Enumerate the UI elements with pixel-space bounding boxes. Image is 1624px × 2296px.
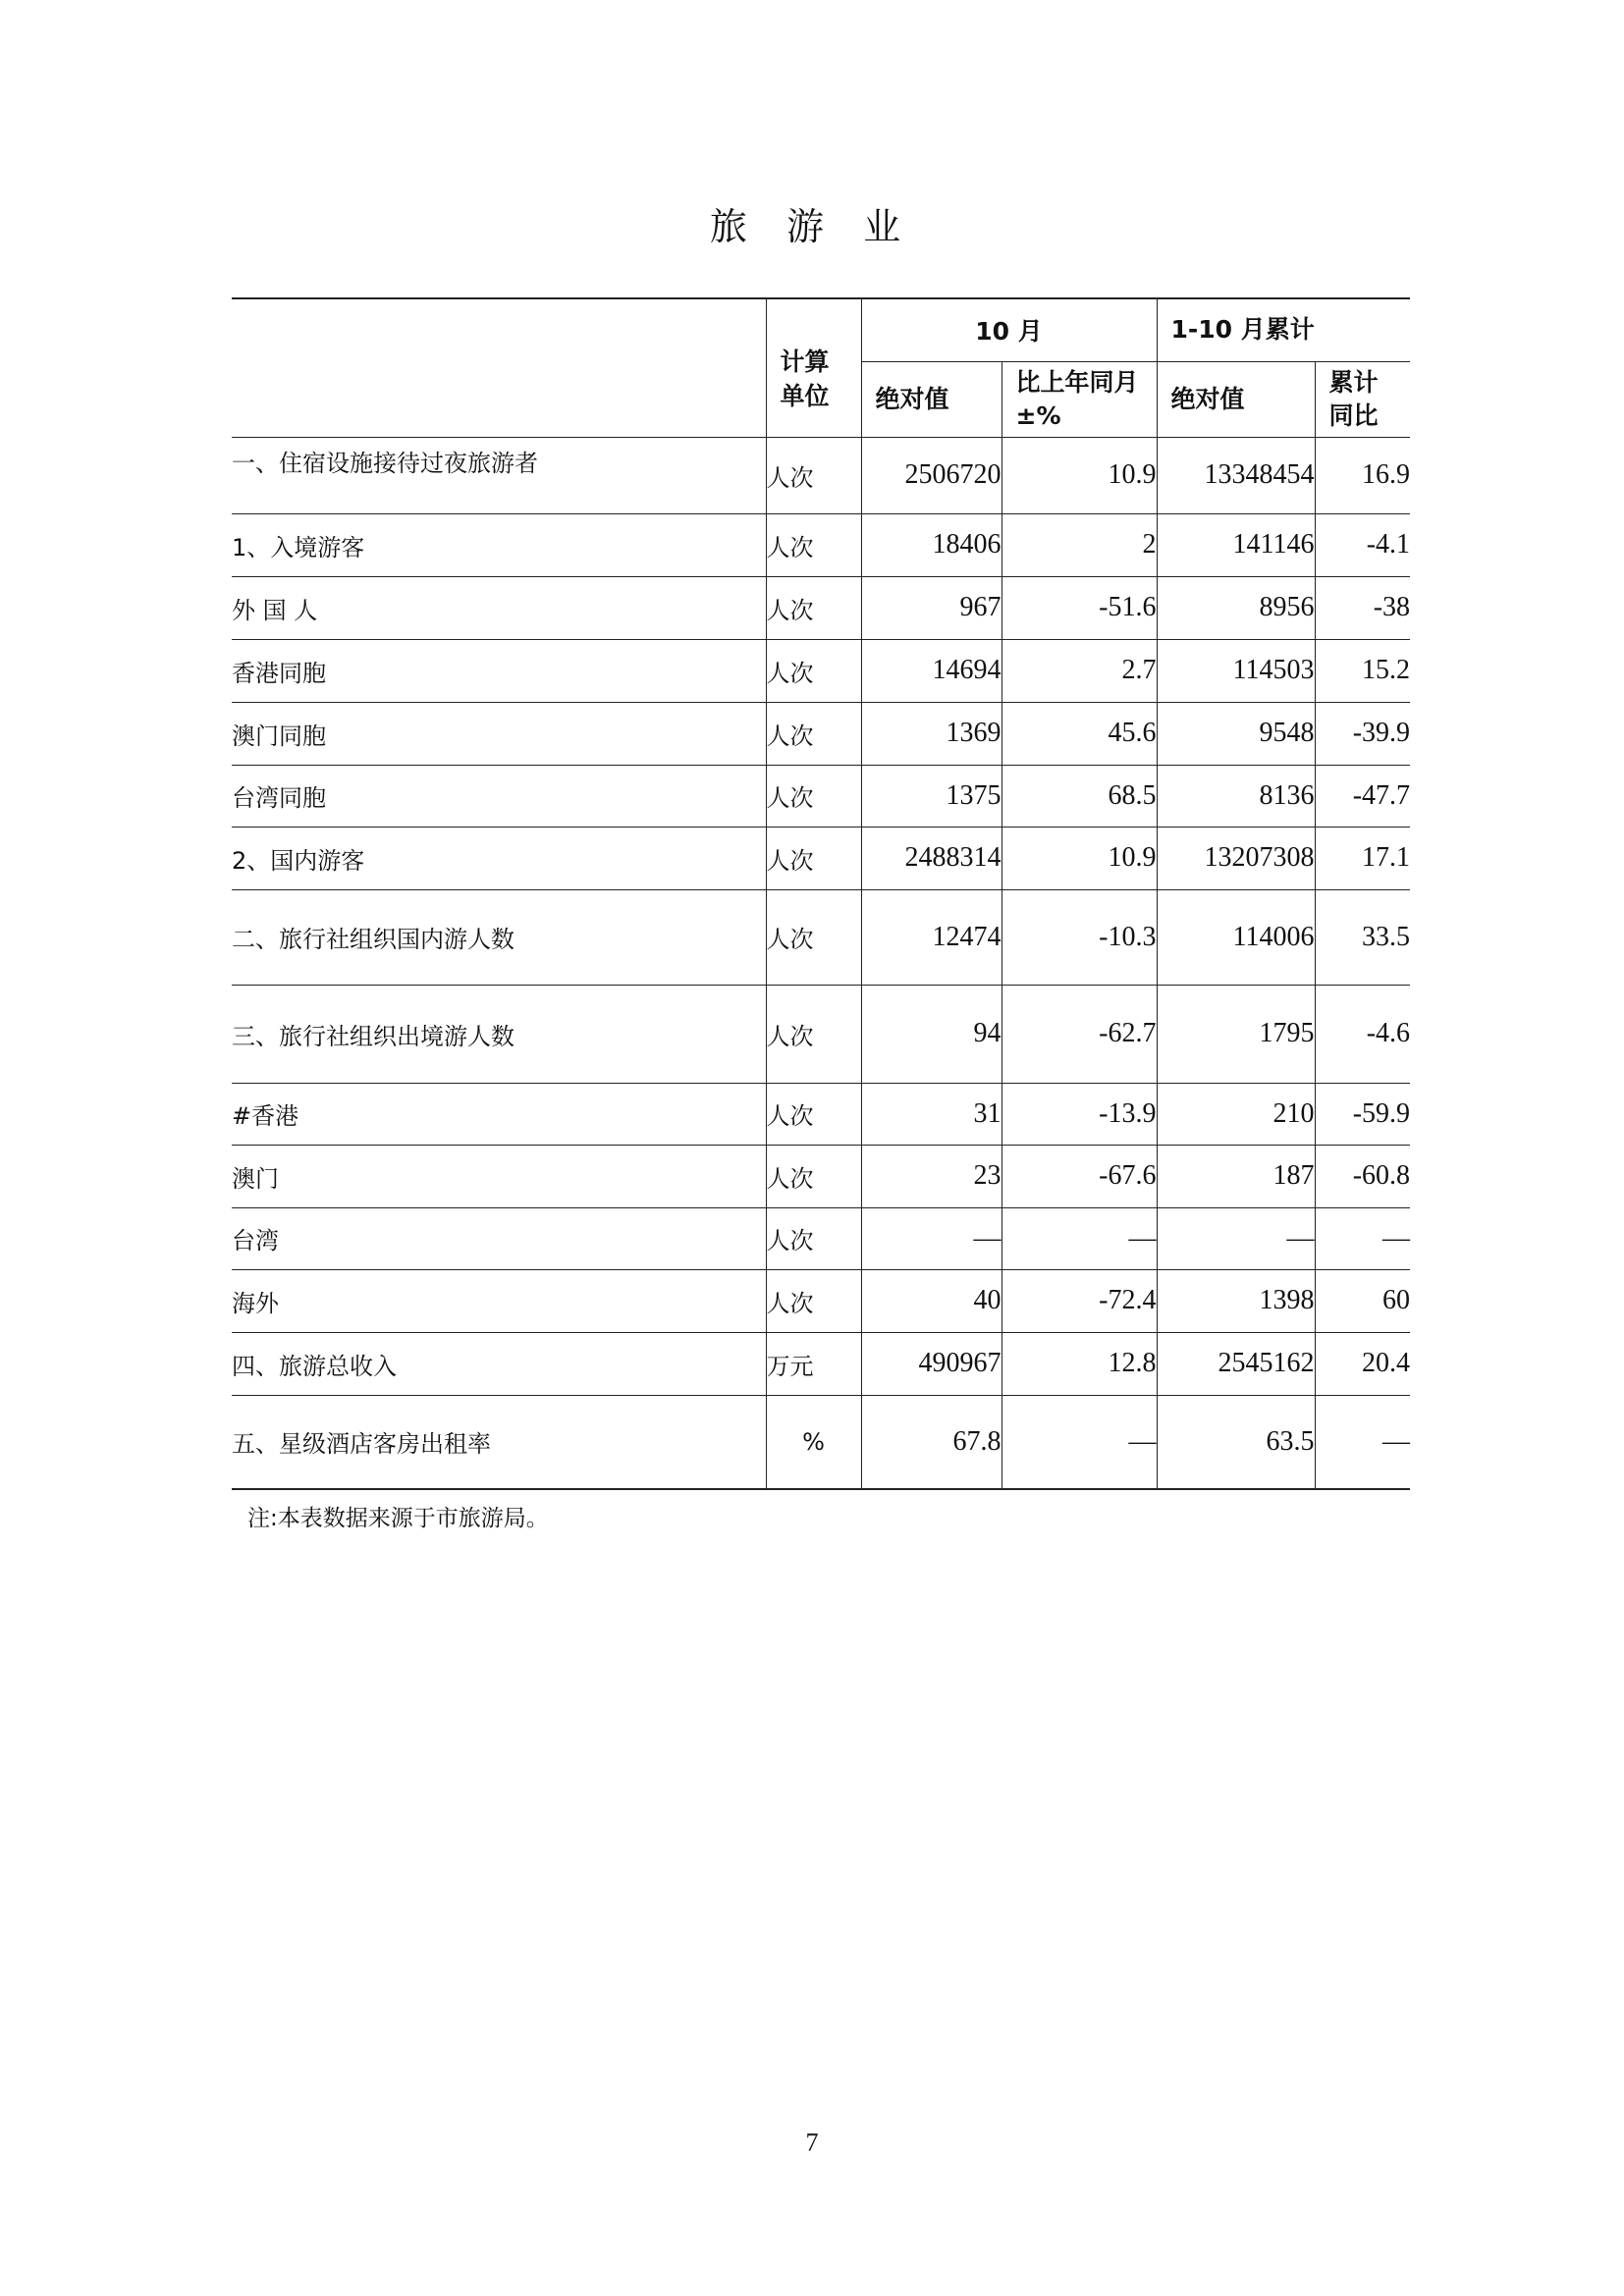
row-oct-yoy: -67.6 (1001, 1145, 1157, 1207)
header-oct-yoy: 比上年同月 ±% (1001, 361, 1157, 437)
row-cum-absolute: 9548 (1157, 702, 1315, 765)
row-cum-yoy: -60.8 (1315, 1145, 1410, 1207)
row-cum-yoy: -4.1 (1315, 513, 1410, 576)
table-row (232, 639, 1410, 702)
row-unit: 人次 (766, 513, 861, 576)
row-cum-absolute: 1398 (1157, 1269, 1315, 1332)
table-row (232, 1269, 1410, 1332)
header-cum-yoy: 累计 同比 (1315, 361, 1410, 437)
row-unit: 人次 (766, 1083, 861, 1145)
row-label: 海外 (232, 1269, 766, 1332)
table-row (232, 985, 1410, 1083)
row-cum-yoy: 20.4 (1315, 1332, 1410, 1395)
row-cum-absolute: 63.5 (1157, 1395, 1315, 1489)
row-cum-absolute: 187 (1157, 1145, 1315, 1207)
row-cum-absolute: 13207308 (1157, 827, 1315, 889)
row-label: 一、住宿设施接待过夜旅游者 (232, 437, 766, 513)
row-unit: 人次 (766, 1207, 861, 1269)
table-row (232, 702, 1410, 765)
row-oct-yoy: 10.9 (1001, 437, 1157, 513)
row-oct-yoy: -62.7 (1001, 985, 1157, 1083)
row-label: 澳门 (232, 1145, 766, 1207)
row-label: 2、国内游客 (232, 827, 766, 889)
table-row (232, 576, 1410, 639)
table-note: 注:本表数据来源于市旅游局。 (247, 1506, 549, 1531)
row-oct-yoy: 10.9 (1001, 827, 1157, 889)
row-unit: % (766, 1395, 861, 1489)
row-oct-absolute: 23 (861, 1145, 1001, 1207)
row-unit: 人次 (766, 985, 861, 1083)
table-row (232, 437, 1410, 513)
row-label: #香港 (232, 1083, 766, 1145)
header-oct-absolute: 绝对值 (861, 361, 1001, 437)
row-oct-absolute: 1369 (861, 702, 1001, 765)
row-oct-yoy: -10.3 (1001, 889, 1157, 985)
row-oct-yoy: — (1001, 1207, 1157, 1269)
row-oct-absolute: 490967 (861, 1332, 1001, 1395)
row-label: 香港同胞 (232, 639, 766, 702)
page-number: 7 (805, 2128, 819, 2157)
row-cum-yoy: -38 (1315, 576, 1410, 639)
table-row (232, 1395, 1410, 1489)
row-oct-absolute: 40 (861, 1269, 1001, 1332)
header-cum-absolute: 绝对值 (1157, 361, 1315, 437)
row-cum-absolute: 114503 (1157, 639, 1315, 702)
row-oct-absolute: 967 (861, 576, 1001, 639)
row-unit: 人次 (766, 1145, 861, 1207)
row-unit: 人次 (766, 702, 861, 765)
row-cum-absolute: 2545162 (1157, 1332, 1315, 1395)
page-title: 旅 游 业 (709, 205, 915, 248)
row-oct-absolute: 2488314 (861, 827, 1001, 889)
header-unit: 计算 单位 (766, 298, 861, 437)
row-cum-absolute: 210 (1157, 1083, 1315, 1145)
row-unit: 人次 (766, 827, 861, 889)
row-oct-absolute: 14694 (861, 639, 1001, 702)
row-label: 四、旅游总收入 (232, 1332, 766, 1395)
row-oct-yoy: 12.8 (1001, 1332, 1157, 1395)
row-unit: 万元 (766, 1332, 861, 1395)
table-row (232, 827, 1410, 889)
row-cum-yoy: — (1315, 1395, 1410, 1489)
row-oct-yoy: -13.9 (1001, 1083, 1157, 1145)
row-oct-absolute: 12474 (861, 889, 1001, 985)
row-cum-yoy: 16.9 (1315, 437, 1410, 513)
table-row (232, 1145, 1410, 1207)
row-cum-absolute: 8956 (1157, 576, 1315, 639)
row-cum-absolute: 114006 (1157, 889, 1315, 985)
row-cum-yoy: 15.2 (1315, 639, 1410, 702)
row-oct-absolute: 67.8 (861, 1395, 1001, 1489)
row-oct-yoy: -72.4 (1001, 1269, 1157, 1332)
table-row (232, 889, 1410, 985)
row-label: 三、旅行社组织出境游人数 (232, 985, 766, 1083)
row-oct-yoy: -51.6 (1001, 576, 1157, 639)
row-unit: 人次 (766, 437, 861, 513)
row-oct-yoy: 2 (1001, 513, 1157, 576)
row-unit: 人次 (766, 889, 861, 985)
row-cum-yoy: -4.6 (1315, 985, 1410, 1083)
table-row (232, 765, 1410, 827)
table-row (232, 1207, 1410, 1269)
row-cum-yoy: -39.9 (1315, 702, 1410, 765)
row-cum-absolute: — (1157, 1207, 1315, 1269)
row-cum-absolute: 8136 (1157, 765, 1315, 827)
row-label: 台湾 (232, 1207, 766, 1269)
row-cum-yoy: 60 (1315, 1269, 1410, 1332)
row-unit: 人次 (766, 765, 861, 827)
row-label: 外 国 人 (232, 576, 766, 639)
header-blank (232, 298, 766, 437)
row-oct-yoy: 45.6 (1001, 702, 1157, 765)
row-cum-yoy: -59.9 (1315, 1083, 1410, 1145)
header-cumulative: 1-10 月累计 (1157, 298, 1410, 361)
row-oct-absolute: 31 (861, 1083, 1001, 1145)
row-unit: 人次 (766, 639, 861, 702)
table-row (232, 513, 1410, 576)
row-cum-yoy: 17.1 (1315, 827, 1410, 889)
row-unit: 人次 (766, 576, 861, 639)
row-oct-absolute: 1375 (861, 765, 1001, 827)
table-row (232, 1332, 1410, 1395)
row-cum-yoy: 33.5 (1315, 889, 1410, 985)
row-oct-yoy: — (1001, 1395, 1157, 1489)
row-unit: 人次 (766, 1269, 861, 1332)
row-label: 五、星级酒店客房出租率 (232, 1395, 766, 1489)
header-october: 10 月 (861, 298, 1157, 361)
row-oct-absolute: 2506720 (861, 437, 1001, 513)
row-oct-yoy: 68.5 (1001, 765, 1157, 827)
row-label: 1、入境游客 (232, 513, 766, 576)
row-label: 澳门同胞 (232, 702, 766, 765)
row-oct-absolute: 18406 (861, 513, 1001, 576)
row-cum-yoy: — (1315, 1207, 1410, 1269)
row-label: 二、旅行社组织国内游人数 (232, 889, 766, 985)
row-cum-absolute: 1795 (1157, 985, 1315, 1083)
row-label: 台湾同胞 (232, 765, 766, 827)
tourism-stats-table (232, 297, 1410, 1490)
row-cum-absolute: 141146 (1157, 513, 1315, 576)
row-oct-yoy: 2.7 (1001, 639, 1157, 702)
row-oct-absolute: — (861, 1207, 1001, 1269)
row-cum-absolute: 13348454 (1157, 437, 1315, 513)
row-oct-absolute: 94 (861, 985, 1001, 1083)
table-row (232, 1083, 1410, 1145)
row-cum-yoy: -47.7 (1315, 765, 1410, 827)
